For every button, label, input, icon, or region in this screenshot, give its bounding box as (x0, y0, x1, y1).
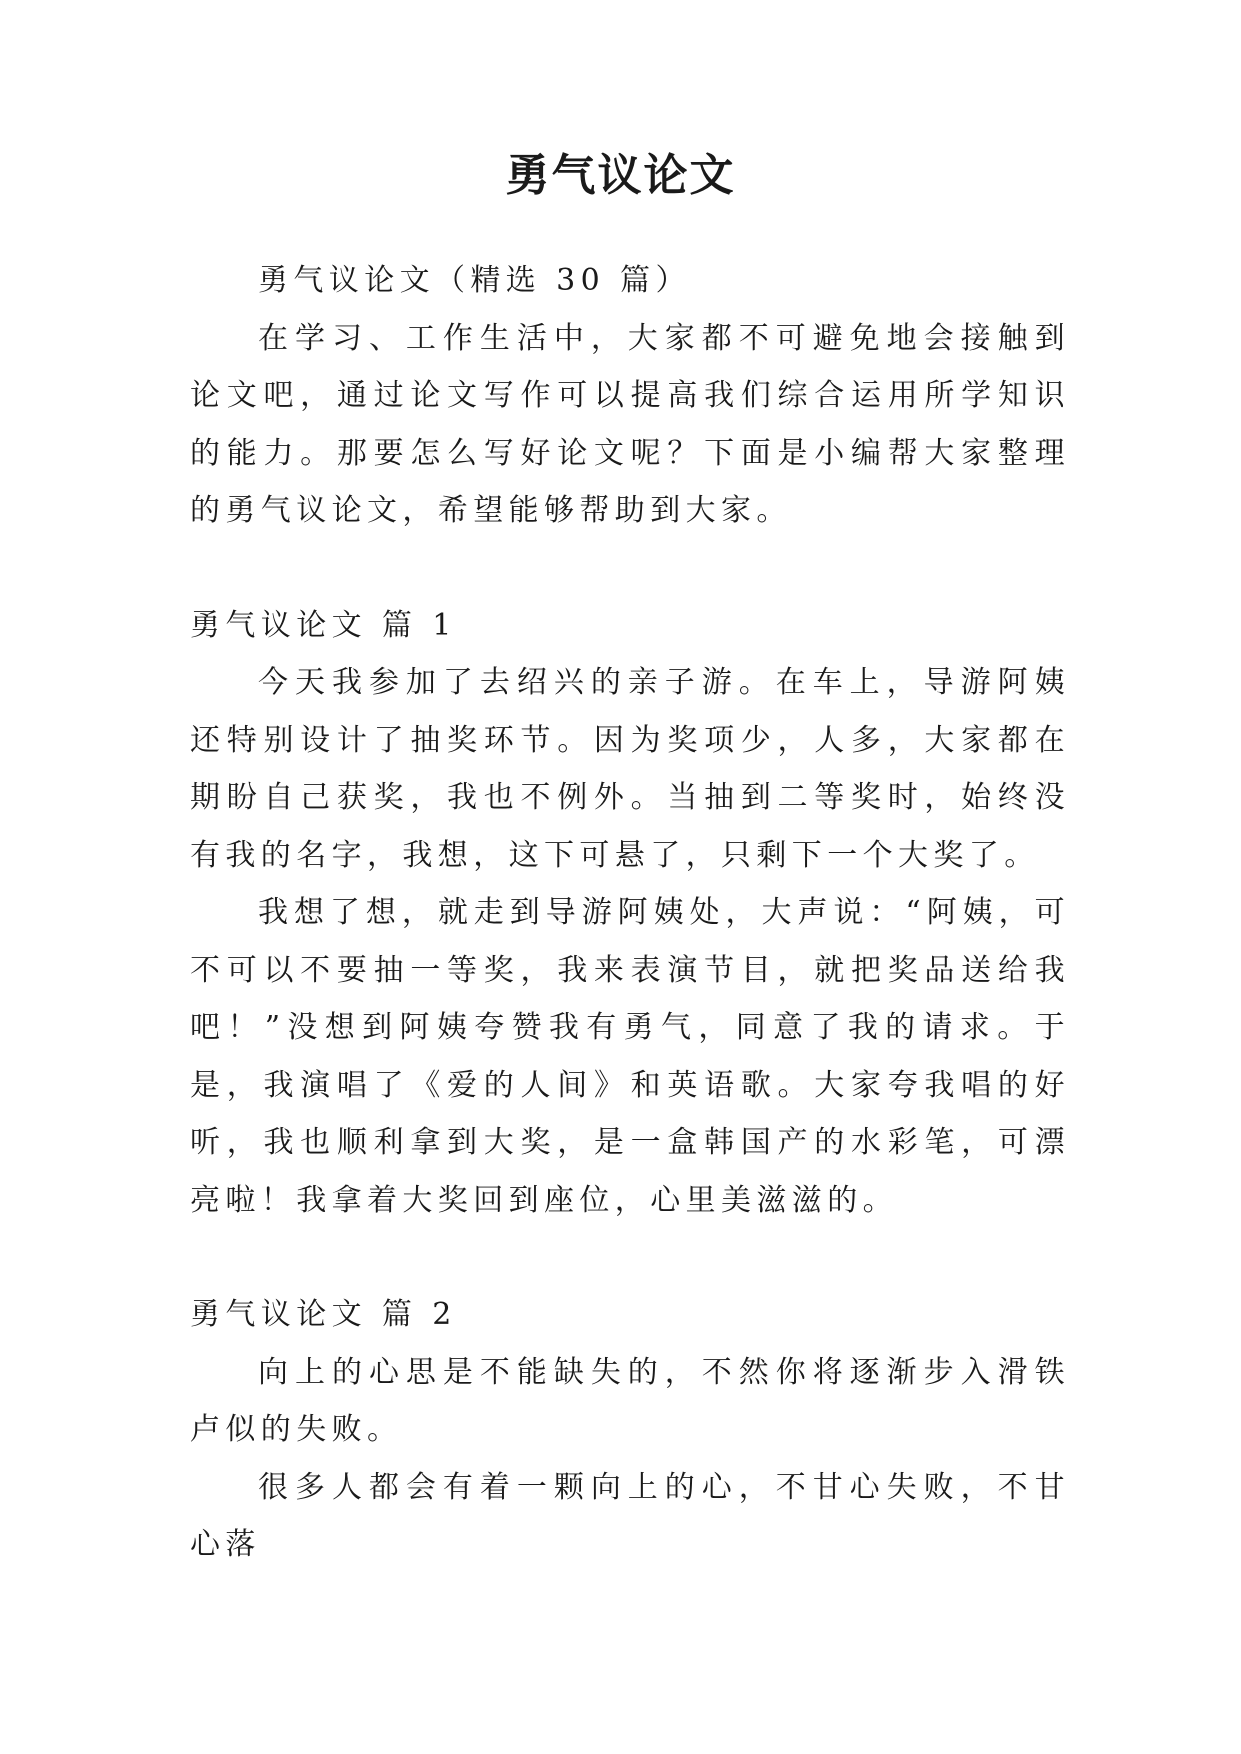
section-heading-1: 勇气议论文 篇 1 (190, 607, 457, 643)
section-2-paragraph-2: 很多人都会有着一颗向上的心，不甘心失败，不甘心落 (190, 1469, 1070, 1562)
document-title: 勇气议论文 (505, 150, 736, 201)
section-2-paragraph-1: 向上的心思是不能缺失的，不然你将逐渐步入滑铁卢似的失败。 (190, 1354, 1070, 1447)
document-subtitle: 勇气议论文（精选 30 篇） (258, 263, 691, 298)
intro-paragraph: 在学习、工作生活中，大家都不可避免地会接触到论文吧，通过论文写作可以提高我们综合运用所学知识的能力。那要怎么写好论文呢？下面是小编帮大家整理的勇气议论文，希望能够帮助到大家。 (190, 320, 1070, 528)
section-heading-2: 勇气议论文 篇 2 (190, 1297, 457, 1332)
document-body (190, 252, 1070, 1574)
section-1-paragraph-2: 我想了想，就走到导游阿姨处，大声说：“阿姨，可不可以不要抽一等奖，我来表演节目，就把奖品送给我吧！”没想到阿姨夸赞我有勇气，同意了我的请求。于是，我演唱了《爱的人间》和英语歌。大家夸我唱的好听，我也顺利拿到大奖，是一盒韩国产的水彩笔，可漂亮啦！我拿着大奖回到座位，心里美滋滋的。 (190, 895, 1070, 1218)
section-1-paragraph-1: 今天我参加了去绍兴的亲子游。在车上，导游阿姨还特别设计了抽奖环节。因为奖项少，人多，大家都在期盼自己获奖，我也不例外。当抽到二等奖时，始终没有我的名字，我想，这下可悬了，只剩下一个大奖了。 (190, 665, 1070, 873)
